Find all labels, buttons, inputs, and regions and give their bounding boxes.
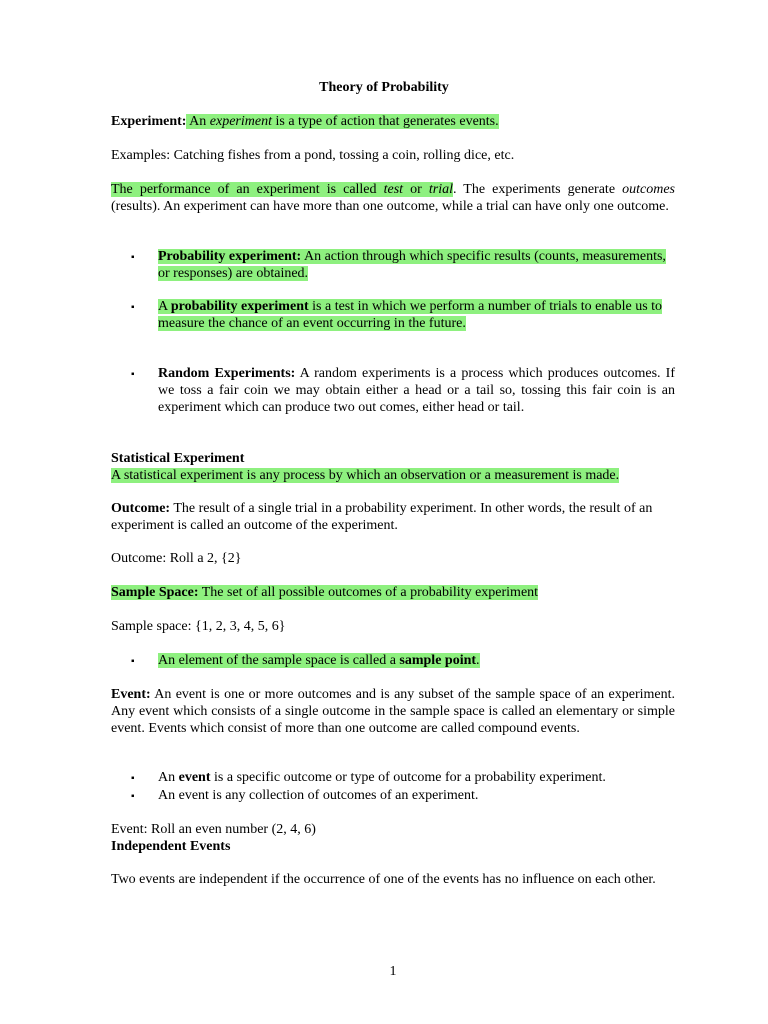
bullet-bold: event	[178, 770, 211, 785]
bullet-marker: ▪	[131, 656, 135, 667]
bullet-bold: Probability experiment:	[158, 249, 302, 264]
outcome-text: The result of a single trial in a probability experiment. In other words, the result of an experiment is called an outcome of the experiment.	[111, 501, 653, 533]
test-term: test	[383, 182, 404, 197]
sample-space-example: Sample space: {1, 2, 3, 4, 5, 6}	[111, 619, 286, 634]
outcome-definition	[111, 500, 675, 534]
experiment-highlight	[186, 114, 498, 129]
bullet-text: A random experiments is a process which produces outcomes. If we toss a fair coin we may obtain either a head or a tail so, tossing this fair coin is an experiment which can produce two out comes, either head or tail.	[158, 366, 675, 415]
experiment-italic: experiment	[209, 114, 272, 129]
experiment-text-b: is a type of action that generates events.	[271, 114, 499, 129]
sample-space-definition	[111, 584, 675, 601]
experiment-text-a: An	[186, 114, 210, 129]
sample-space-highlight	[111, 585, 538, 600]
bullet-random-experiments	[158, 365, 675, 416]
bullet-highlight	[158, 299, 662, 331]
sample-space-text: The set of all possible outcomes of a probability experiment	[198, 585, 539, 600]
statistical-section	[111, 450, 675, 484]
statistical-definition: A statistical experiment is any process by which an observation or a measurement is made.	[111, 468, 620, 483]
bullet-bold: Random Experiments:	[158, 366, 296, 381]
bullet-highlight	[158, 653, 480, 668]
performance-paragraph	[111, 181, 675, 215]
performance-text: The performance of an experiment is called	[111, 182, 384, 197]
bullet-probability-experiment	[158, 248, 675, 282]
bullet-marker: ▪	[131, 302, 135, 313]
experiment-label: Experiment:	[111, 114, 187, 129]
event-definition	[111, 686, 675, 737]
outcome-example: Outcome: Roll a 2, {2}	[111, 551, 242, 566]
event-label: Event:	[111, 687, 151, 702]
or-text: or	[403, 182, 429, 197]
bullet-highlight	[158, 249, 666, 281]
independent-definition: Two events are independent if the occurrence of one of the events has no influence on each other.	[111, 872, 656, 887]
bullet-text: is a specific outcome or type of outcome for a probability experiment.	[210, 770, 606, 785]
page-title: Theory of Probability	[319, 80, 449, 95]
bullet-pre: A	[158, 299, 171, 314]
event-example: Event: Roll an even number (2, 4, 6)	[111, 822, 316, 837]
bullet-bold: sample point	[399, 653, 477, 668]
bullet-text: is a test in which we perform a number of trials to enable us to measure the chance of an event occurring in the future.	[158, 299, 663, 331]
bullet-marker: ▪	[131, 252, 135, 263]
independent-heading: Independent Events	[111, 839, 231, 854]
performance-rest-a: . The experiments generate	[452, 182, 623, 197]
bullet-event-specific	[158, 769, 675, 786]
bullet-marker: ▪	[131, 369, 135, 380]
bullet-pre: An	[158, 770, 179, 785]
bullet-bold: probability experiment	[170, 299, 309, 314]
bullet-post: .	[476, 653, 480, 668]
bullet-sample-point	[158, 652, 675, 669]
event-example-section	[111, 821, 675, 855]
sample-space-label: Sample Space:	[111, 585, 199, 600]
outcome-label: Outcome:	[111, 501, 171, 516]
bullet-event-collection: An event is any collection of outcomes of an experiment.	[158, 788, 479, 803]
bullet-marker: ▪	[131, 773, 135, 784]
outcomes-term: outcomes	[622, 182, 675, 197]
examples-line: Examples: Catching fishes from a pond, tossing a coin, rolling dice, etc.	[111, 148, 515, 163]
bullet-marker: ▪	[131, 791, 135, 802]
performance-rest-b: (results). An experiment can have more than one outcome, while a trial can have only one outcome.	[111, 199, 669, 214]
performance-highlight	[111, 182, 453, 197]
trial-term: trial	[428, 182, 453, 197]
page-number: 1	[389, 964, 397, 979]
experiment-definition	[111, 113, 675, 130]
statistical-heading: Statistical Experiment	[111, 451, 245, 466]
bullet-text: An action through which specific results (counts, measurements, or responses) are obtained.	[158, 249, 666, 281]
bullet-probability-experiment-test	[158, 298, 675, 332]
event-text: An event is one or more outcomes and is any subset of the sample space of an experiment. Any event which consists of a single outcome in the sample space is called an elementary or simple event. Events which consist of more than one outcome are called compound events.	[111, 687, 675, 736]
bullet-pre: An element of the sample space is called a	[158, 653, 400, 668]
